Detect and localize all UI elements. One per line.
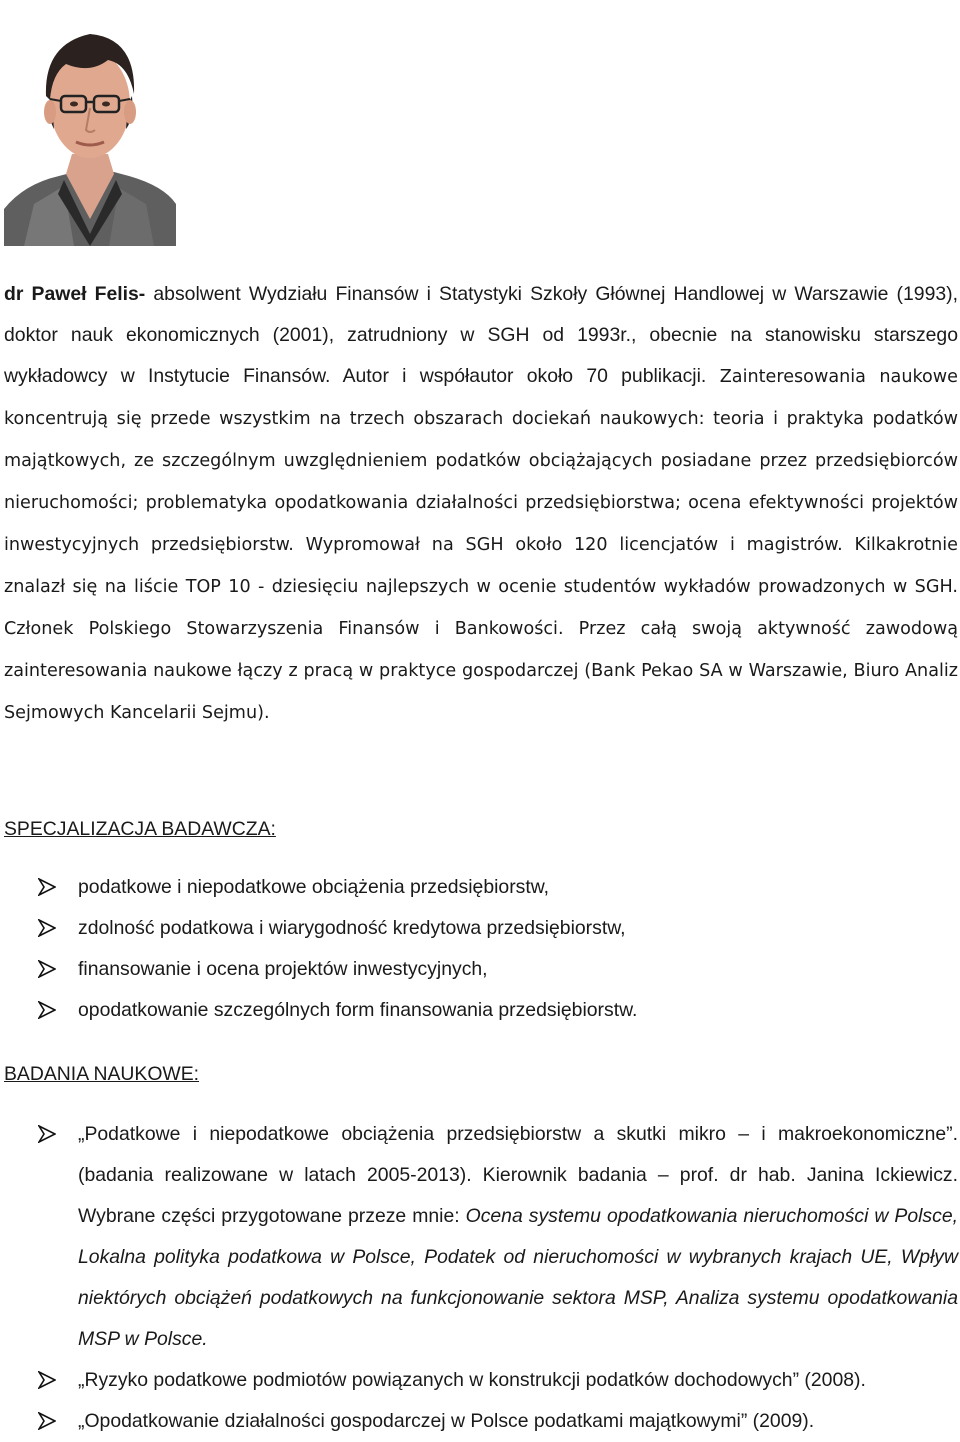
specialization-item-text: finansowanie i ocena projektów inwestycyjnych, — [78, 958, 488, 980]
list-item — [0, 990, 958, 1031]
specialization-list — [0, 867, 958, 1031]
specialization-item-text: zdolność podatkowa i wiarygodność kredytowa przedsiębiorstw, — [78, 917, 626, 939]
research-item-publications: Ocena systemu opodatkowania nieruchomości w Polsce, Lokalna polityka podatkowa w Polsce, Podatek od nieruchomości w wybranych krajach UE, Wpływ niektórych obciążeń podatkowych na funkcjonowanie sektora MSP, Analiza systemu opodatkowania MSP w Polsce. — [78, 1205, 958, 1350]
arrowhead-bullet-icon — [38, 1114, 58, 1155]
research-item-text: „Podatkowe i niepodatkowe obciążenia przedsiębiorstw a skutki mikro – i makroekonomiczne”. (badania realizowane w latach 2005-2013). Kierownik badania – prof. dr hab. Janina Ickiewicz. Wybrane części przygotowane przeze mnie: — [78, 1123, 958, 1227]
research-heading: BADANIA NAUKOWE: — [4, 1063, 200, 1085]
research-list — [0, 1114, 958, 1442]
bio-paragraph — [4, 274, 958, 734]
specialization-item-text: opodatkowanie szczególnych form finansowania przedsiębiorstw. — [78, 999, 638, 1021]
list-item — [0, 908, 958, 949]
bio-text-part-2: Zainteresowania naukowe koncentrują się przede wszystkim na trzech obszarach dociekań naukowych: teoria i praktyka podatków majątkowych, ze szczególnym uwzględnieniem podatków obciążających posiadane przez przedsiębiorców nieruchomości; problematyka opodatkowania działalności przedsiębiorstwa; ocena efektywności projektów inwestycyjnych przedsiębiorstw. Wypromował na SGH około 120 licencjatów i magistrów. Kilkakrotnie znalazł się na liście TOP 10 - dziesięciu najlepszych w ocenie studentów wykładów prowadzonych w SGH. Członek Polskiego Stowarzyszenia Finansów i Bankowości. Przez całą swoją aktywność zawodową zainteresowania naukowe łączy z pracą w praktyce gospodarczej (Bank Pekao SA w Warszawie, Biuro Analiz Sejmowych Kancelarii Sejmu). — [4, 367, 959, 723]
arrowhead-bullet-icon — [38, 867, 58, 908]
research-item-text: „Ryzyko podatkowe podmiotów powiązanych w konstrukcji podatków dochodowych” (2008). — [78, 1369, 866, 1391]
list-item — [0, 1114, 958, 1360]
arrowhead-bullet-icon — [38, 1360, 58, 1401]
author-name: dr Paweł Felis- — [4, 283, 146, 305]
list-item — [0, 1401, 958, 1442]
research-item-text: „Opodatkowanie działalności gospodarczej w Polsce podatkami majątkowymi” (2009). — [78, 1410, 815, 1432]
arrowhead-bullet-icon — [38, 990, 58, 1031]
arrowhead-bullet-icon — [38, 949, 58, 990]
author-portrait-photo — [4, 4, 176, 246]
list-item — [0, 949, 958, 990]
list-item — [0, 1360, 958, 1401]
list-item — [0, 867, 958, 908]
specialization-heading: SPECJALIZACJA BADAWCZA: — [4, 818, 276, 840]
bio-text-part-1: absolwent Wydziału Finansów i Statystyki Szkoły Głównej Handlowej w Warszawie (1993), doktor nauk ekonomicznych (2001), zatrudniony w SGH od 1993r., obecnie na stanowisku starszego wykładowcy w Instytucie Finansów. Autor i współautor około 70 publikacji. — [4, 283, 958, 387]
arrowhead-bullet-icon — [38, 1401, 58, 1442]
arrowhead-bullet-icon — [38, 908, 58, 949]
specialization-item-text: podatkowe i niepodatkowe obciążenia przedsiębiorstw, — [78, 876, 550, 898]
